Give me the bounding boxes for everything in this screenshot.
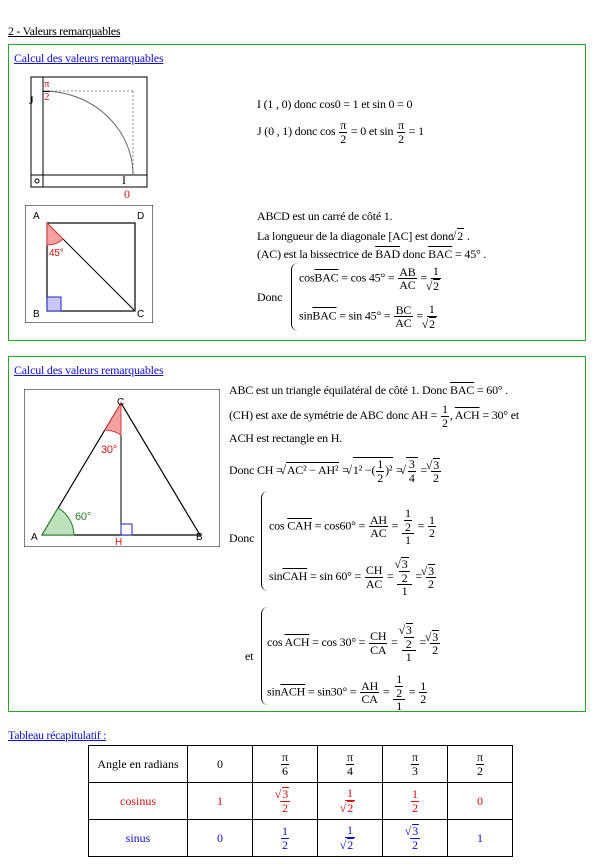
brace xyxy=(261,491,268,591)
label-D: D xyxy=(137,211,145,222)
sin-ach-line: $\sin\overline{ACH} = \sin 30^\circ$ = $\frac{AH}{CA}$ = $\frac{\frac{1}{2}}{1}$ = $\frac{1}{2}$ xyxy=(267,672,427,714)
sq-line-3: (AC) est la bissectrice de $\overline{BAD}$ donc $\overline{BAC} = 45^\circ$ . xyxy=(257,247,487,261)
cos-cah-line: $\cos \overline{CAH} = \cos 60^\circ$ = $\frac{AH}{AC}$ = $\frac{\frac{1}{2}}{1}$ = $\frac{1}{2}$ xyxy=(269,506,435,548)
brace xyxy=(291,263,298,331)
cos-ach-line: $\cos \overline{ACH} = \cos 30^\circ$ = $\frac{CH}{CA}$ = √ $\frac{\frac{3}{2}}{1}$ = √ $\frac{3}{2}$ xyxy=(267,623,441,664)
cell: $\frac{\pi}{2}$ xyxy=(448,746,513,783)
label-45: 45° xyxy=(49,248,64,259)
donc-label: Donc xyxy=(257,290,283,304)
cell: 0 xyxy=(188,746,253,783)
label-B: B xyxy=(196,532,203,543)
label-30: 30° xyxy=(101,444,118,456)
label-pi-over-2: $\frac{\pi}{2}$ xyxy=(44,78,50,103)
cos-bac-line: $\cos\overline{BAC} = \cos 45^\circ$ = $\frac{AB}{AC}$ = 1 √ 2 xyxy=(299,265,442,292)
label-A: A xyxy=(33,211,40,222)
label-J: J xyxy=(29,93,34,107)
donc-label-2: Donc xyxy=(229,531,255,545)
cell: 1 √ 2 xyxy=(318,783,383,820)
cell: $\frac{1}{2}$ xyxy=(383,783,448,820)
cell: 1 xyxy=(188,783,253,820)
label-H: H xyxy=(115,537,123,548)
cell: $\frac{\pi}{4}$ xyxy=(318,746,383,783)
panel-equilateral xyxy=(8,356,586,712)
table-row xyxy=(89,746,513,783)
sin-cah-line: $\sin\overline{CAH} = \sin 60^\circ$ = $\frac{CH}{AC}$ = √ $\frac{\frac{3}{2}}{1}$ = √ $\frac{3}{2}$ xyxy=(269,557,437,598)
recap-table xyxy=(88,745,513,857)
square-figure xyxy=(25,205,153,323)
tri-line-3: ACH est rectangle en H. xyxy=(229,431,343,445)
label-C: C xyxy=(137,309,145,320)
sq-line-2: La longueur de la diagonale [AC] est donc √ 2 . xyxy=(257,228,470,244)
sin-bac-line: $\sin\overline{BAC} = \sin 45^\circ$ = $\frac{BC}{AC}$ = 1 √ 2 xyxy=(299,303,438,330)
tri-line-2: (CH) est axe de symétrie de ABC donc AH = $\frac{1}{2}$ , $\overline{ACH} = 30^\circ$ et xyxy=(229,402,519,430)
sq-line-1: ABCD est un carré de côté 1. xyxy=(257,209,393,223)
tri-line-1: ABC est un triangle équilatéral de côté 1. Donc $\overline{BAC} = 60^\circ$ . xyxy=(229,383,509,397)
cell: 0 xyxy=(188,820,253,857)
panel-title: Calcul des valeurs remarquables xyxy=(14,363,164,377)
cell: $\frac{1}{2}$ xyxy=(253,820,318,857)
cell: 1 xyxy=(448,820,513,857)
label-B: B xyxy=(33,309,40,320)
triangle-figure xyxy=(24,389,220,547)
label-C: C xyxy=(117,397,125,408)
recap-title: Tableau récapitulatif : xyxy=(8,728,107,742)
label-zero: 0 xyxy=(124,187,130,201)
header-cell: Angle en radians xyxy=(89,746,188,783)
row-label: cosinus xyxy=(89,783,188,820)
cell: 0 xyxy=(448,783,513,820)
line-I: I (1 , 0) donc cos0 = 1 et sin 0 = 0 xyxy=(257,97,413,111)
line-J: J (0 , 1) donc cos $\frac{\pi}{2}$ = 0 et sin $\frac{\pi}{2}$ = 1 xyxy=(257,118,424,146)
cell: √ $\frac{3}{2}$ xyxy=(383,820,448,857)
cell: √ $\frac{3}{2}$ xyxy=(253,783,318,820)
cell: 1 √ 2 xyxy=(318,820,383,857)
label-I: I xyxy=(122,173,126,187)
label-60: 60° xyxy=(75,511,92,523)
section-title: 2 - Valeurs remarquables xyxy=(8,24,121,38)
cell: $\frac{\pi}{3}$ xyxy=(383,746,448,783)
cell: $\frac{\pi}{6}$ xyxy=(253,746,318,783)
row-label: sinus xyxy=(89,820,188,857)
table-row xyxy=(89,783,513,820)
et-label: et xyxy=(245,649,254,663)
label-A: A xyxy=(31,532,38,543)
tri-line-ch: Donc CH = √ AC² − AH² = √ 1² −( $\frac{1}{2}$ )² = √ $\frac{3}{4}$ = √ $\frac{3}{2}$ xyxy=(229,457,442,485)
panel-title: Calcul des valeurs remarquables xyxy=(14,51,164,65)
table-row xyxy=(89,820,513,857)
panel-unit-circle xyxy=(8,44,586,341)
